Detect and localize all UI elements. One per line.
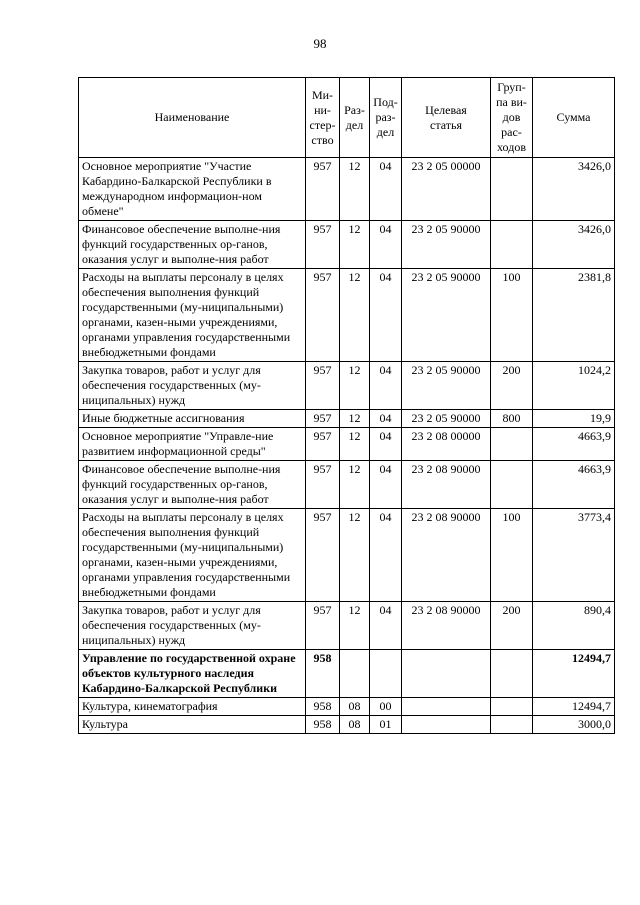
cell-sum: 3000,0 <box>533 716 615 734</box>
cell-section: 08 <box>340 698 370 716</box>
cell-ministry: 957 <box>306 428 340 461</box>
cell-subsection: 04 <box>370 602 402 650</box>
cell-group: 100 <box>491 269 533 362</box>
cell-target: 23 2 05 90000 <box>402 410 491 428</box>
cell-name: Расходы на выплаты персоналу в целях обеспечения выполнения функций государственными (му-ниципальными) органами, казен-ными учреждениями, органами управления государственными внебюджетными фондами <box>79 269 306 362</box>
cell-ministry: 958 <box>306 650 340 698</box>
cell-target: 23 2 08 90000 <box>402 461 491 509</box>
cell-target <box>402 698 491 716</box>
cell-section: 12 <box>340 269 370 362</box>
cell-sum: 4663,9 <box>533 461 615 509</box>
cell-ministry: 957 <box>306 158 340 221</box>
header-name: Наименование <box>79 78 306 158</box>
cell-sum: 3426,0 <box>533 158 615 221</box>
cell-ministry: 957 <box>306 362 340 410</box>
table-row <box>79 650 615 698</box>
cell-sum: 890,4 <box>533 602 615 650</box>
cell-section: 12 <box>340 602 370 650</box>
cell-subsection: 04 <box>370 158 402 221</box>
cell-section: 08 <box>340 716 370 734</box>
cell-name: Основное мероприятие "Управле-ние развитием информационной среды" <box>79 428 306 461</box>
cell-subsection: 04 <box>370 269 402 362</box>
cell-sum: 12494,7 <box>533 698 615 716</box>
cell-group: 800 <box>491 410 533 428</box>
cell-subsection: 04 <box>370 461 402 509</box>
cell-sum: 3426,0 <box>533 221 615 269</box>
cell-section: 12 <box>340 221 370 269</box>
table-row <box>79 698 615 716</box>
cell-name: Расходы на выплаты персоналу в целях обеспечения выполнения функций государственными (му-ниципальными) органами, казен-ными учреждениями, органами управления государственными внебюджетными фондами <box>79 509 306 602</box>
cell-group <box>491 158 533 221</box>
cell-section <box>340 650 370 698</box>
table-row <box>79 221 615 269</box>
cell-name: Закупка товаров, работ и услуг для обеспечения государственных (му-ниципальных) нужд <box>79 362 306 410</box>
cell-section: 12 <box>340 410 370 428</box>
cell-ministry: 958 <box>306 716 340 734</box>
table-row <box>79 602 615 650</box>
table-header-row <box>79 78 615 158</box>
header-sum: Сумма <box>533 78 615 158</box>
cell-target: 23 2 05 90000 <box>402 221 491 269</box>
budget-table <box>78 77 615 734</box>
header-ministry: Ми- ни- стер- ство <box>306 78 340 158</box>
cell-subsection: 04 <box>370 362 402 410</box>
cell-name: Управление по государственной охране объектов культурного наследия Кабардино-Балкарской Республики <box>79 650 306 698</box>
table-body <box>79 158 615 734</box>
cell-sum: 19,9 <box>533 410 615 428</box>
cell-ministry: 957 <box>306 410 340 428</box>
cell-subsection: 00 <box>370 698 402 716</box>
header-group: Груп- па ви- дов рас- ходов <box>491 78 533 158</box>
header-target: Целевая статья <box>402 78 491 158</box>
cell-ministry: 957 <box>306 269 340 362</box>
cell-group: 100 <box>491 509 533 602</box>
cell-name: Финансовое обеспечение выполне-ния функций государственных ор-ганов, оказания услуг и выполне-ния работ <box>79 221 306 269</box>
cell-name: Закупка товаров, работ и услуг для обеспечения государственных (му-ниципальных) нужд <box>79 602 306 650</box>
cell-group: 200 <box>491 362 533 410</box>
table-row <box>79 509 615 602</box>
cell-group <box>491 698 533 716</box>
cell-target: 23 2 08 00000 <box>402 428 491 461</box>
table-row <box>79 269 615 362</box>
cell-name: Основное мероприятие "Участие Кабардино-Балкарской Республики в международном информацион-ном обмене" <box>79 158 306 221</box>
cell-sum: 4663,9 <box>533 428 615 461</box>
cell-target <box>402 650 491 698</box>
table-row <box>79 428 615 461</box>
cell-section: 12 <box>340 461 370 509</box>
cell-subsection <box>370 650 402 698</box>
cell-sum: 12494,7 <box>533 650 615 698</box>
cell-group <box>491 221 533 269</box>
header-section: Раз- дел <box>340 78 370 158</box>
cell-group: 200 <box>491 602 533 650</box>
cell-section: 12 <box>340 428 370 461</box>
table-row <box>79 461 615 509</box>
table-row <box>79 362 615 410</box>
cell-name: Культура, кинематография <box>79 698 306 716</box>
cell-group <box>491 716 533 734</box>
header-subsection: Под- раз- дел <box>370 78 402 158</box>
cell-group <box>491 461 533 509</box>
cell-target: 23 2 08 90000 <box>402 602 491 650</box>
cell-section: 12 <box>340 158 370 221</box>
cell-sum: 3773,4 <box>533 509 615 602</box>
cell-section: 12 <box>340 362 370 410</box>
cell-subsection: 04 <box>370 410 402 428</box>
table-row <box>79 410 615 428</box>
page-number: 98 <box>313 36 327 51</box>
cell-sum: 2381,8 <box>533 269 615 362</box>
cell-subsection: 01 <box>370 716 402 734</box>
table-row <box>79 716 615 734</box>
cell-name: Культура <box>79 716 306 734</box>
cell-sum: 1024,2 <box>533 362 615 410</box>
cell-ministry: 957 <box>306 602 340 650</box>
cell-target: 23 2 05 90000 <box>402 362 491 410</box>
cell-group <box>491 650 533 698</box>
cell-target: 23 2 08 90000 <box>402 509 491 602</box>
cell-subsection: 04 <box>370 428 402 461</box>
cell-ministry: 957 <box>306 509 340 602</box>
cell-target: 23 2 05 00000 <box>402 158 491 221</box>
cell-name: Финансовое обеспечение выполне-ния функций государственных ор-ганов, оказания услуг и выполне-ния работ <box>79 461 306 509</box>
cell-target <box>402 716 491 734</box>
cell-subsection: 04 <box>370 509 402 602</box>
cell-ministry: 957 <box>306 461 340 509</box>
cell-target: 23 2 05 90000 <box>402 269 491 362</box>
cell-subsection: 04 <box>370 221 402 269</box>
table-row <box>79 158 615 221</box>
cell-section: 12 <box>340 509 370 602</box>
cell-group <box>491 428 533 461</box>
cell-ministry: 957 <box>306 221 340 269</box>
cell-ministry: 958 <box>306 698 340 716</box>
cell-name: Иные бюджетные ассигнования <box>79 410 306 428</box>
